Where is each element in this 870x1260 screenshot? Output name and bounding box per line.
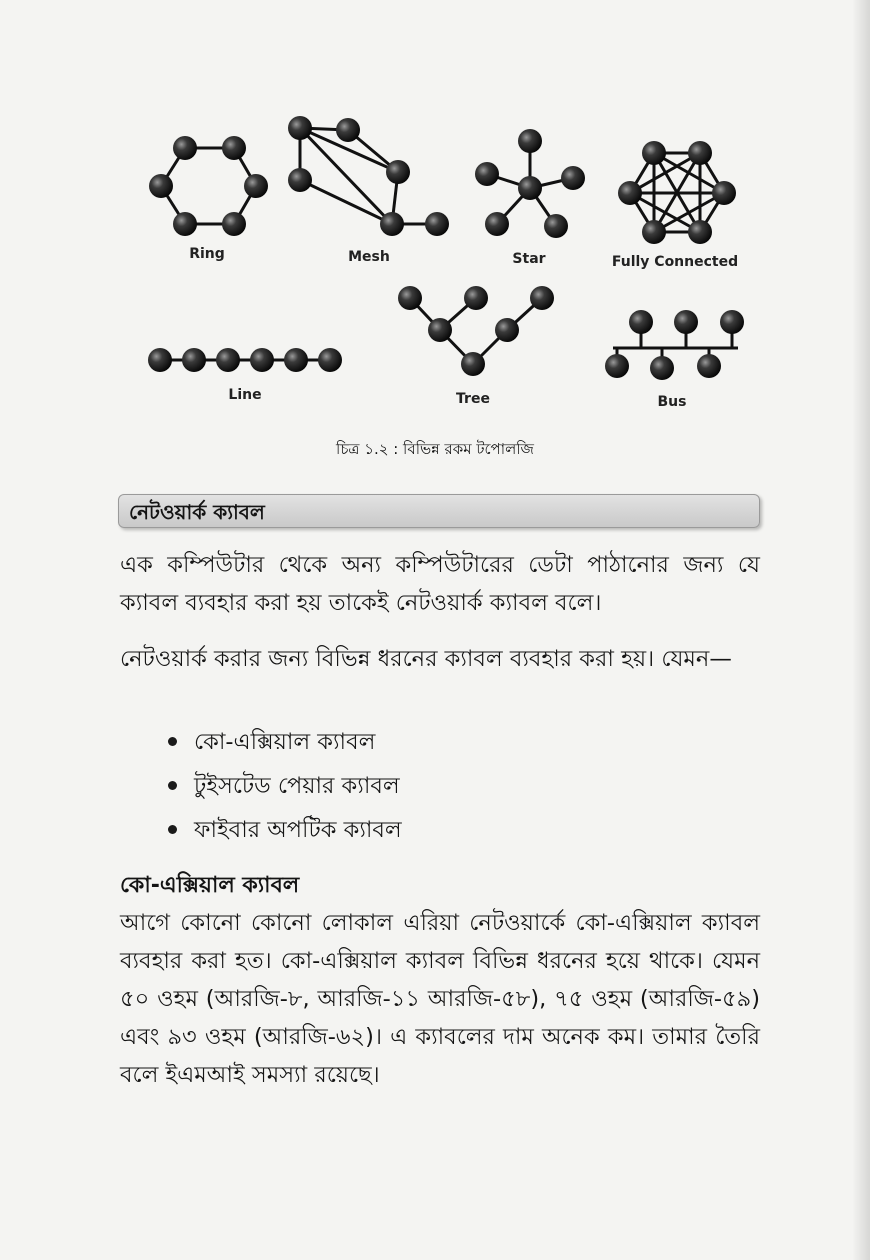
paragraph-cable-types-intro: নেটওয়ার্ক করার জন্য বিভিন্ন ধরনের ক্যাবল ব্যবহার করা হয়। যেমন— <box>120 646 732 672</box>
figure-caption: চিত্র ১.২ : বিভিন্ন রকম টপোলজি <box>336 440 534 458</box>
line-label: Line <box>228 387 262 403</box>
fully-connected-node <box>642 141 666 165</box>
ring-node <box>222 136 246 160</box>
fully-connected-node <box>712 181 736 205</box>
mesh-node <box>336 118 360 142</box>
list-item <box>120 810 402 854</box>
bus-node <box>720 310 744 334</box>
list-item <box>120 766 402 810</box>
line-node <box>318 348 342 372</box>
cable-types-list <box>120 722 402 854</box>
ring-node <box>173 212 197 236</box>
line-node <box>216 348 240 372</box>
coaxial-heading: কো-এক্সিয়াল ক্যাবল <box>120 873 300 898</box>
ring-node <box>149 174 173 198</box>
tree-node <box>464 286 488 310</box>
ring-node <box>244 174 268 198</box>
mesh-node <box>425 212 449 236</box>
tree-label: Tree <box>456 391 490 407</box>
star-label: Star <box>512 251 546 267</box>
ring-node <box>222 212 246 236</box>
star-node <box>561 166 585 190</box>
paragraph-coaxial: আগে কোনো কোনো লোকাল এরিয়া নেটওয়ার্কে কো-এক্সিয়াল ক্যাবল ব্যবহার করা হত। কো-এক্সিয়াল ক্যাবল বিভিন্ন ধরনের হয়ে থাকে। যেমন ৫০ ওহম (আরজি-৮, আরজি-১১ আরজি-৫৮), ৭৫ ওহম (আরজি-৫৯) এবং ৯৩ ওহম (আরজি-৬২)। এ ক্যাবলের দাম অনেক কম। তামার তৈরি বলে ইএমআই সমস্যা রয়েছে। <box>120 910 760 1088</box>
line-node <box>284 348 308 372</box>
mesh-node <box>380 212 404 236</box>
ring-node <box>173 136 197 160</box>
tree-node <box>398 286 422 310</box>
paragraph-definition: এক কম্পিউটার থেকে অন্য কম্পিউটারের ডেটা পাঠানোর জন্য যে ক্যাবল ব্যবহার করা হয় তাকেই নেটওয়ার্ক ক্যাবল বলে। <box>120 552 760 616</box>
star-node <box>485 212 509 236</box>
list-item-text: ফাইবার অপটিক ক্যাবল <box>194 817 402 843</box>
fully-connected-label: Fully Connected <box>611 254 739 270</box>
fully-connected-node <box>618 181 642 205</box>
section-header-bar <box>118 494 760 528</box>
bus-label: Bus <box>657 394 687 410</box>
fully-connected-node <box>642 220 666 244</box>
star-node <box>518 176 542 200</box>
mesh-node <box>386 160 410 184</box>
star-node <box>518 129 542 153</box>
bullet-icon <box>168 737 177 746</box>
bus-node <box>650 356 674 380</box>
mesh-node <box>288 116 312 140</box>
line-node <box>148 348 172 372</box>
line-node <box>250 348 274 372</box>
list-item-text: টুইসটেড পেয়ার ক্যাবল <box>194 773 400 799</box>
star-node <box>475 162 499 186</box>
bus-node <box>629 310 653 334</box>
section-title: নেটওয়ার্ক ক্যাবল <box>129 500 265 524</box>
tree-node <box>530 286 554 310</box>
mesh-link <box>300 128 392 224</box>
mesh-node <box>288 168 312 192</box>
tree-node <box>495 318 519 342</box>
fully-connected-node <box>688 220 712 244</box>
tree-node <box>461 352 485 376</box>
list-item-text: কো-এক্সিয়াল ক্যাবল <box>194 729 376 755</box>
star-node <box>544 214 568 238</box>
topology-diagram <box>0 0 870 430</box>
mesh-label: Mesh <box>348 249 390 265</box>
bullet-icon <box>168 825 177 834</box>
topology-figure <box>0 0 870 430</box>
bus-node <box>674 310 698 334</box>
line-node <box>182 348 206 372</box>
bus-node <box>697 354 721 378</box>
mesh-link <box>300 180 392 224</box>
bus-node <box>605 354 629 378</box>
ring-label: Ring <box>189 246 225 262</box>
bullet-icon <box>168 781 177 790</box>
tree-node <box>428 318 452 342</box>
list-item <box>120 722 402 766</box>
fully-connected-node <box>688 141 712 165</box>
